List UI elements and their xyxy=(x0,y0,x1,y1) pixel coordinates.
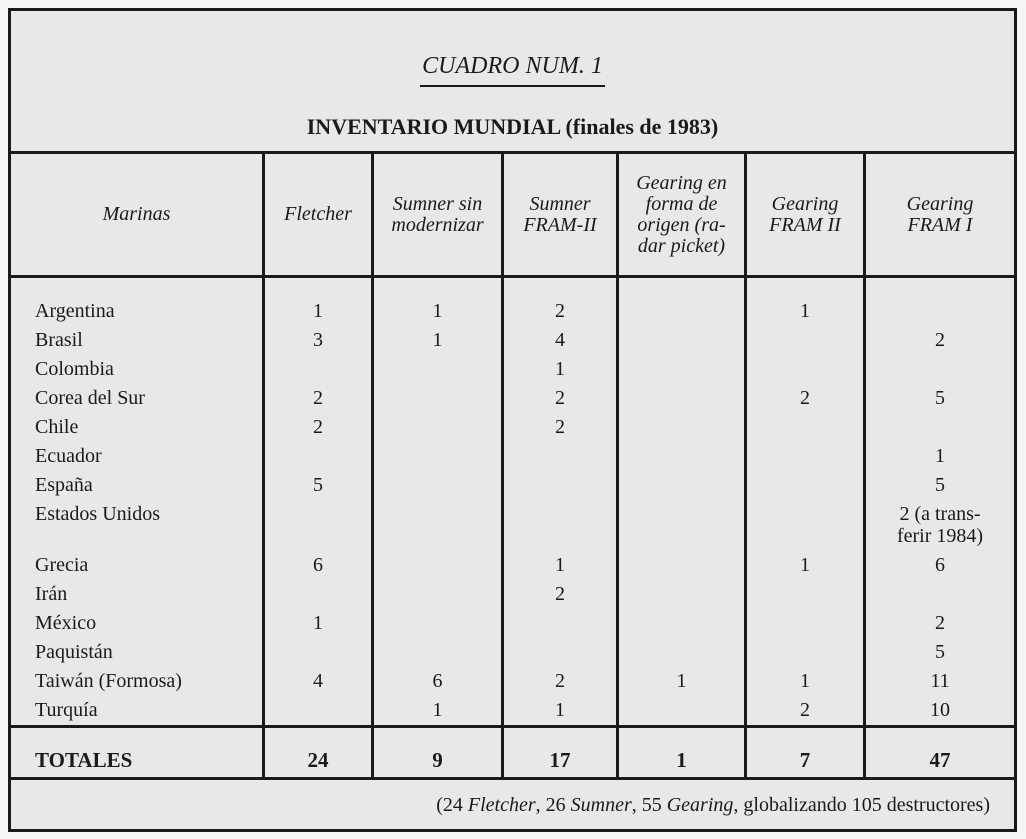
column-header-sumner-sin-modernizar: Sumner sin modernizar xyxy=(391,192,484,236)
table-cell: 1 xyxy=(313,612,323,634)
row-label: Argentina xyxy=(35,300,115,322)
table-cell: 1 xyxy=(432,329,443,351)
totals-label: TOTALES xyxy=(35,747,133,772)
table-cell: 10 xyxy=(930,699,950,721)
table-cell: 1 xyxy=(800,300,810,322)
column-header-fletcher: Fletcher xyxy=(284,203,352,225)
column-header-marinas: Marinas xyxy=(102,203,171,225)
table-cell: 3 xyxy=(313,329,323,351)
header-divider xyxy=(11,275,1014,278)
table-cell: 2 xyxy=(555,583,565,605)
table-cell: 2 xyxy=(555,387,565,409)
table-title: INVENTARIO MUNDIAL (finales de 1983) xyxy=(306,114,719,139)
row-label: Estados Unidos xyxy=(35,503,160,525)
total-sumner-sin-modernizar: 9 xyxy=(432,747,443,772)
column-header-gearing-origen: Gearing en forma de origen (ra- dar picket) xyxy=(636,171,727,257)
row-label: Colombia xyxy=(35,358,114,380)
table-cell: 2 xyxy=(313,416,323,438)
table-cell: 1 xyxy=(800,554,810,576)
table-cell: 5 xyxy=(935,474,945,496)
total-gearing-fram-i: 47 xyxy=(929,747,951,772)
row-label: Brasil xyxy=(35,329,83,351)
table-cell: 2 xyxy=(555,416,565,438)
table-cell: 11 xyxy=(930,670,950,692)
table-cell: 2 xyxy=(935,329,945,351)
table-cell: 1 xyxy=(432,300,443,322)
table-caption: CUADRO NUM. 1 xyxy=(11,53,1014,87)
total-gearing-origen: 1 xyxy=(676,747,687,772)
table-cell: 1 xyxy=(432,699,443,721)
row-label: Taiwán (Formosa) xyxy=(35,670,182,692)
table-cell: 1 xyxy=(555,699,565,721)
table-cell: 6 xyxy=(935,554,945,576)
table-cell: 4 xyxy=(555,329,565,351)
row-label: México xyxy=(35,612,97,634)
table-cell: 5 xyxy=(935,641,945,663)
table-cell: 5 xyxy=(313,474,323,496)
table-cell: 2 xyxy=(555,670,565,692)
table-cell: 2 xyxy=(800,699,810,721)
totals-divider xyxy=(11,725,1014,728)
row-label: España xyxy=(35,474,93,496)
table-footnote: (24 Fletcher, 26 Sumner, 55 Gearing, globalizando 105 destructores) xyxy=(436,794,990,816)
table-cell: 2 (a trans- ferir 1984) xyxy=(896,503,984,547)
table-cell: 4 xyxy=(313,670,323,692)
table-cell: 6 xyxy=(432,670,443,692)
table-cell: 1 xyxy=(555,358,565,380)
row-label: Grecia xyxy=(35,554,89,576)
table-cell: 1 xyxy=(935,445,945,467)
table-cell: 5 xyxy=(935,387,945,409)
inventory-table-frame xyxy=(8,8,1017,832)
total-sumner-fram-ii: 17 xyxy=(549,747,571,772)
row-label: Chile xyxy=(35,416,79,438)
column-header-sumner-fram-ii: Sumner FRAM-II xyxy=(523,192,597,236)
table-cell: 1 xyxy=(555,554,565,576)
row-label: Ecuador xyxy=(35,445,102,467)
table-cell: 2 xyxy=(555,300,565,322)
row-label: Corea del Sur xyxy=(35,387,145,409)
row-label: Irán xyxy=(35,583,68,605)
row-label: Paquistán xyxy=(35,641,113,663)
table-cell: 6 xyxy=(313,554,323,576)
table-cell: 2 xyxy=(800,387,810,409)
table-header xyxy=(11,11,1014,154)
column-header-gearing-fram-ii: Gearing FRAM II xyxy=(769,192,841,236)
row-label: Turquía xyxy=(35,699,98,721)
table-cell: 1 xyxy=(676,670,687,692)
table-cell: 1 xyxy=(800,670,810,692)
total-gearing-fram-ii: 7 xyxy=(799,747,811,772)
table-cell: 2 xyxy=(313,387,323,409)
column-header-gearing-fram-i: Gearing FRAM I xyxy=(906,192,974,236)
table-cell: 2 xyxy=(935,612,945,634)
table-cell: 1 xyxy=(313,300,323,322)
total-fletcher: 24 xyxy=(307,747,329,772)
